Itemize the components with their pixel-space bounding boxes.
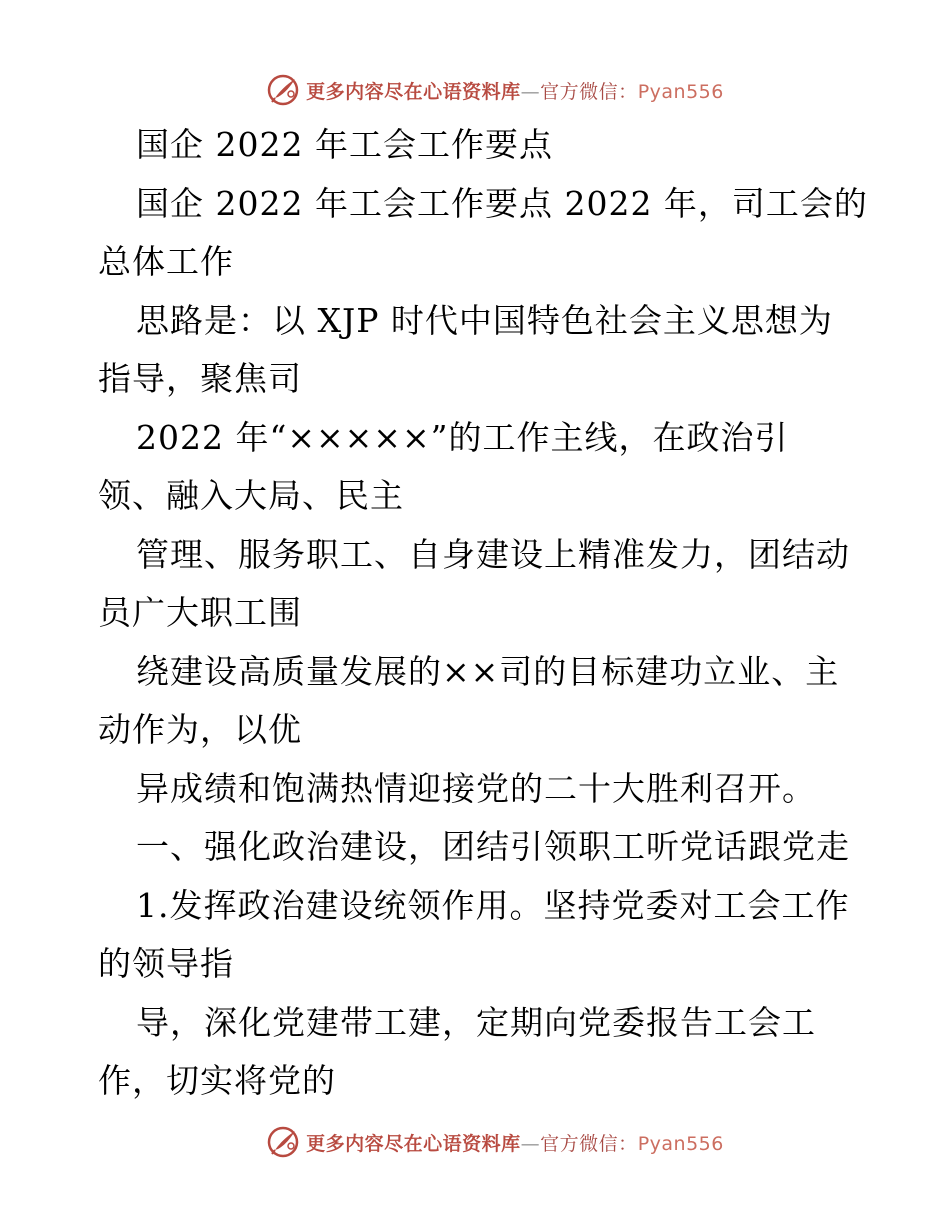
document-line: 绕建设高质量发展的××司的目标建功立业、主 [136,651,840,691]
document-line: 2022 年“×××××”的工作主线，在政治引 [136,417,789,457]
document-line: 一、强化政治建设，团结引领职工听党话跟党走 [136,827,850,866]
watermark-banner-content [266,1125,724,1159]
document-line: 管理、服务职工、自身建设上精准发力，团结动 [136,534,850,574]
watermark-dash: — [520,80,541,103]
document-line: 1.发挥政治建设统领作用。坚持党委对工会工作 [136,885,850,925]
watermark-wechat-label: 官方微信： [540,80,638,103]
document-line: 的领导指 [98,944,234,983]
watermark-wechat-handle: Pyan556 [637,80,724,103]
document-line: 思路是：以 XJP 时代中国特色社会主义思想为 [136,300,833,340]
document-line: 异成绩和饱满热情迎接党的二十大胜利召开。 [136,768,816,808]
watermark-wechat-handle: Pyan556 [637,1132,724,1155]
watermark-dash: — [520,1132,541,1155]
document-line: 领、融入大局、民主 [98,476,404,515]
watermark-wechat-label: 官方微信： [540,1132,638,1155]
document-line: 动作为，以优 [98,710,302,749]
watermark-banner-top [0,70,950,110]
document-body [98,116,868,1111]
quill-logo-icon [266,73,300,107]
watermark-text [306,77,724,104]
watermark-banner-bottom [0,1122,950,1162]
watermark-text [306,1129,724,1156]
document-line: 导，深化党建带工建，定期向党委报告工会工 [136,1002,816,1042]
document-line: 作，切实将党的 [98,1061,336,1100]
watermark-banner-content [266,73,724,107]
watermark-main-text: 更多内容尽在心语资料库 [306,80,521,103]
watermark-main-text: 更多内容尽在心语资料库 [306,1132,521,1155]
document-line: 国企 2022 年工会工作要点 [136,125,553,164]
document-line: 员广大职工围 [98,593,302,632]
document-line: 国企 2022 年工会工作要点 2022 年，司工会的 [136,183,868,223]
document-line: 总体工作 [98,242,234,281]
quill-logo-icon [266,1125,300,1159]
document-line: 指导，聚焦司 [98,359,302,398]
